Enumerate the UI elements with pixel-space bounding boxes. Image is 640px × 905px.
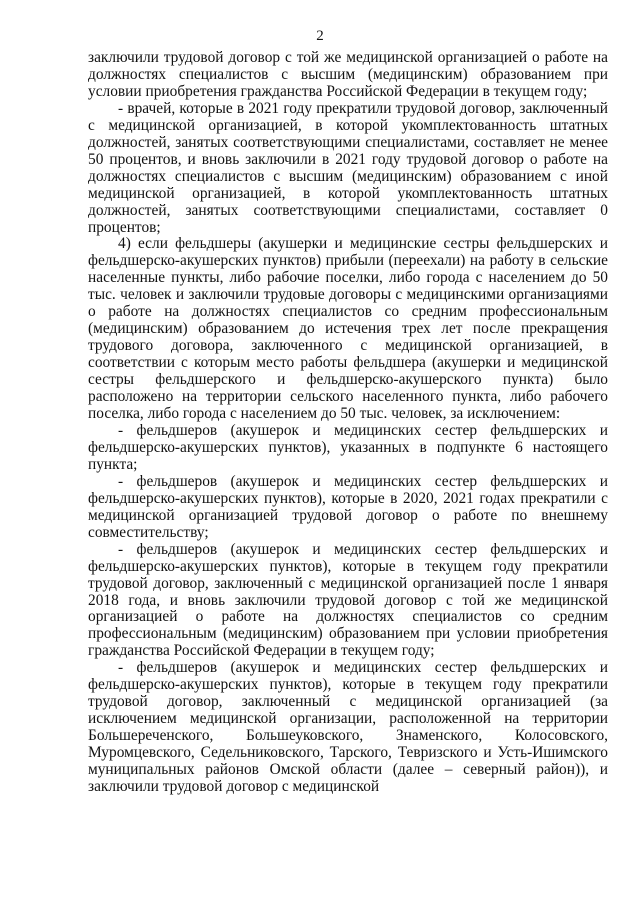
paragraph-continuation: заключили трудовой договор с той же медицинской организацией о работе на должностях специалистов с высшим (медицинским) образованием при условии приобретения гражданства Российской Федерации в текущем году; xyxy=(88,49,608,100)
paragraph-exception-4: - фельдшеров (акушерок и медицинских сестер фельдшерских и фельдшерско-акушерских пунктов), которые в текущем году прекратили трудовой договор, заключенный с медицинской организацией (за исключением медицинской организации, расположенной на территории Большереченского, Большеуковского, Знаменского, Колосовского, Муромцевского, Седельниковского, Тарского, Тевризского и Усть-Ишимского муниципальных районов Омской области (далее – северный район)), и заключили трудовой договор с медицинской xyxy=(88,659,608,795)
paragraph-exception-3: - фельдшеров (акушерок и медицинских сестер фельдшерских и фельдшерско-акушерских пунктов), которые в текущем году прекратили трудовой договор, заключенный с медицинской организацией после 1 января 2018 года, и вновь заключили трудовой договор с той же медицинской организацией о работе на должностях специалистов со средним профессиональным (медицинским) образованием при условии приобретения гражданства Российской Федерации в текущем году; xyxy=(88,540,608,660)
paragraph-doctors-exception: - врачей, которые в 2021 году прекратили трудовой договор, заключенный с медицинской организацией, в которой укомплектованность штатных должностей, занятых соответствующими специалистами, составляет не менее 50 процентов, и вновь заключили в 2021 году трудовой договор о работе на должностях специалистов с высшим (медицинским) образованием с иной медицинской организацией, в которой укомплектованность штатных должностей, занятых соответствующими специалистами, составляет 0 процентов; xyxy=(88,99,608,236)
paragraph-exception-2: - фельдшеров (акушерок и медицинских сестер фельдшерских и фельдшерско-акушерских пунктов), которые в 2020, 2021 годах прекратили с медицинской организацией трудовой договор о работе по внешнему совместительству; xyxy=(88,472,608,541)
paragraph-exception-1: - фельдшеров (акушерок и медицинских сестер фельдшерских и фельдшерско-акушерских пунктов), указанных в подпункте 6 настоящего пункта; xyxy=(88,421,608,473)
document-body xyxy=(88,50,608,796)
paragraph-item-4: 4) если фельдшеры (акушерки и медицинские сестры фельдшерских и фельдшерско-акушерских пунктов) прибыли (переехали) на работу в сельские населенные пункты, либо рабочие поселки, либо города с населением до 50 тыс. человек и заключили трудовые договоры с медицинскими организациями о работе на должностях специалистов со средним профессиональным (медицинским) образованием до истечения трех лет после прекращения трудового договора, заключенного с медицинской организацией, в соответствии с которым место работы фельдшера (акушерки и медицинской сестры фельдшерского и фельдшерско-акушерского пункта) было расположено на территории сельского населенного пункта, либо рабочего поселка, либо города с населением до 50 тыс. человек, за исключением: xyxy=(88,235,608,423)
page-number: 2 xyxy=(316,28,324,44)
